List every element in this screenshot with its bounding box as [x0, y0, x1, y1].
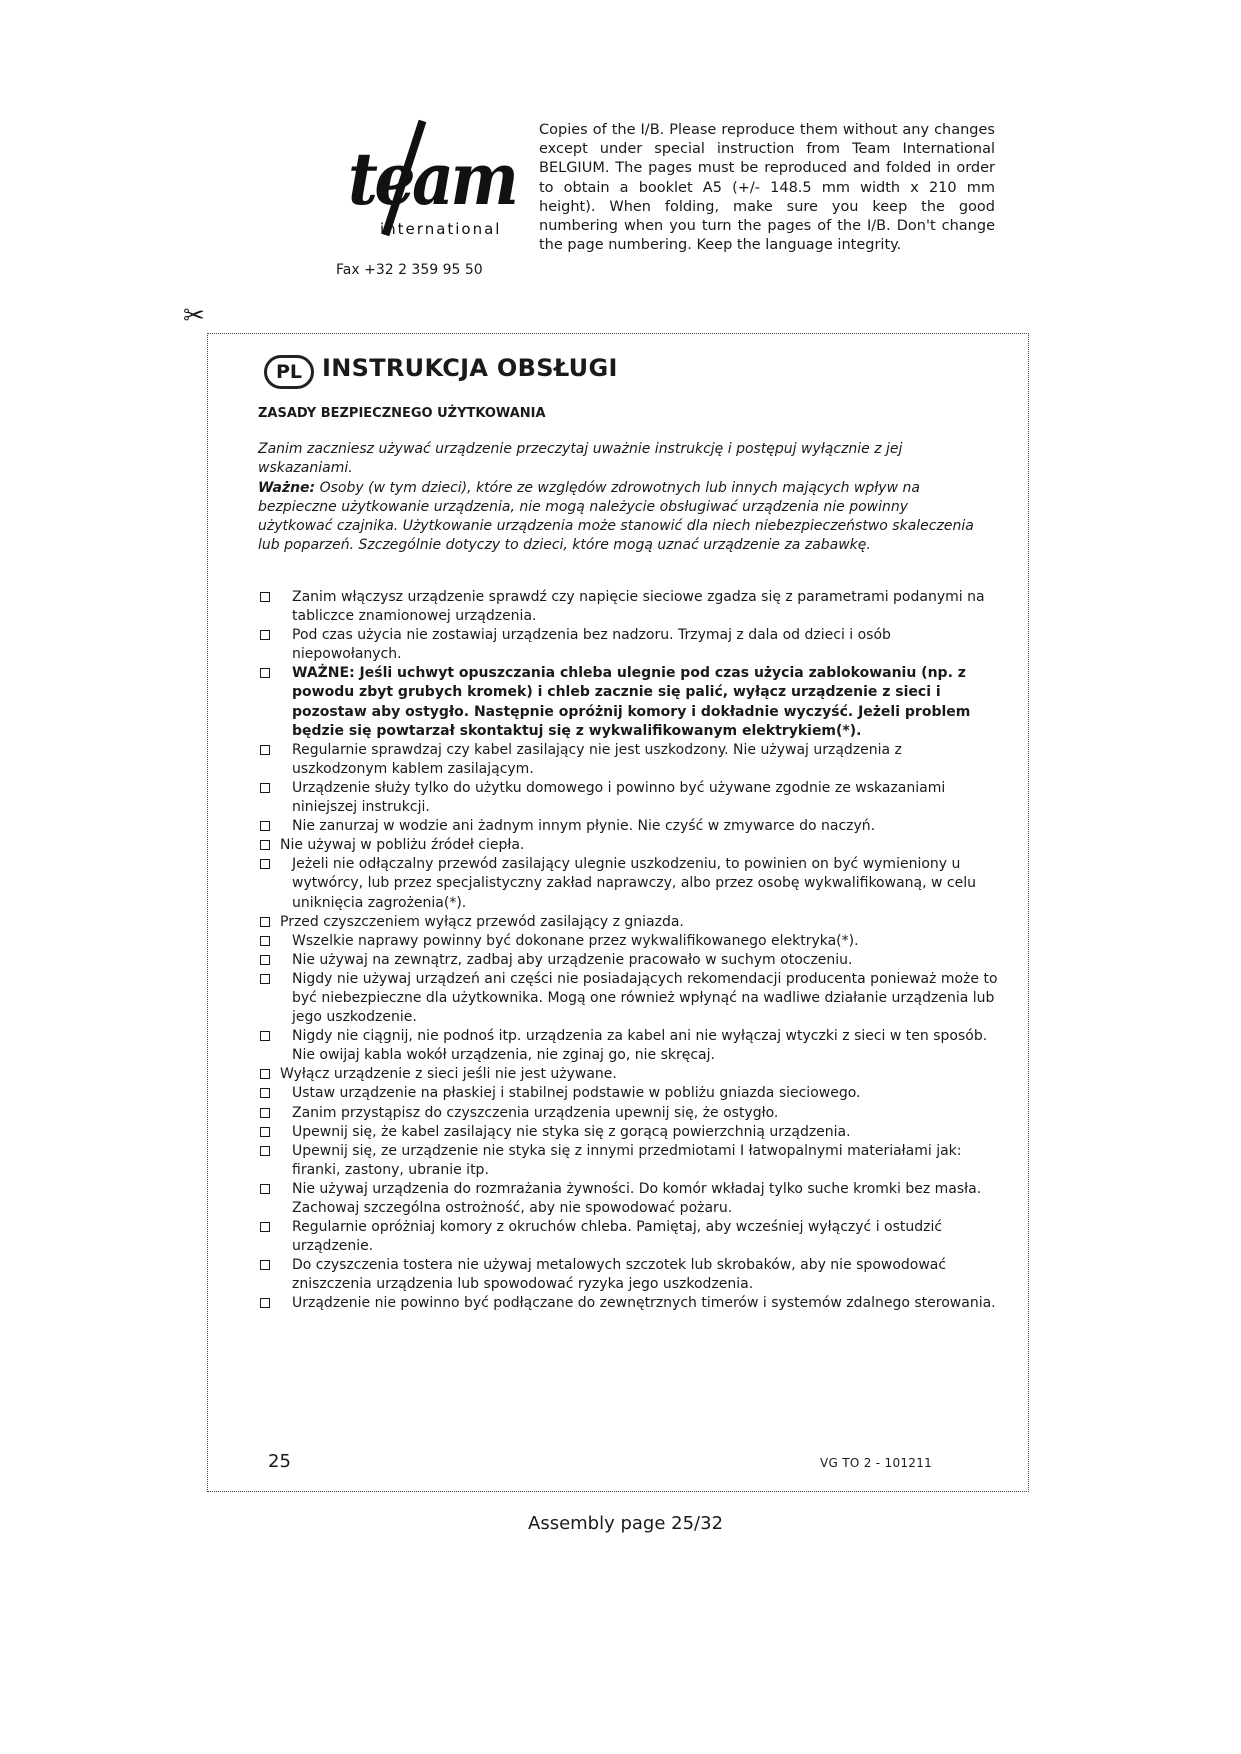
- checkbox-bullet-icon: [260, 859, 270, 869]
- list-item: Upewnij się, że kabel zasilający nie styka się z gorącą powierzchnią urządzenia.: [258, 1123, 998, 1142]
- intro-important-text: Osoby (w tym dzieci), które ze względów zdrowotnych lub innych mających wpływ na bezpieczne użytkowanie urządzenia, nie mogą należycie obsługiwać urządzenia nie powinny użytkować czajnika. Użytkowanie urządzenia może stanowić dla niech niebezpieczeństwo skaleczenia lub poparzeń. Szczególnie dotyczy to dzieci, które mogą uznać urządzenie za zabawkę.: [258, 479, 974, 554]
- list-item: Wyłącz urządzenie z sieci jeśli nie jest używane.: [258, 1065, 998, 1084]
- checkbox-bullet-icon: [260, 1108, 270, 1118]
- list-item: Wszelkie naprawy powinny być dokonane przez wykwalifikowanego elektryka(*).: [258, 932, 998, 951]
- intro-paragraph-2: [258, 479, 978, 556]
- list-item: Nie używaj w pobliżu źródeł ciepła.: [258, 836, 998, 855]
- list-item-important: WAŻNE: Jeśli uchwyt opuszczania chleba ulegnie pod czas użycia zablokowaniu (np. z powodu zbyt grubych kromek) i chleb zacznie się palić, wyłącz urządzenie z sieci i pozostaw aby ostygło. Następnie opróżnij komory i dokładnie wyczyść. Jeżeli problem będzie się powtarzał skontaktuj się z wykwalifikowanym elektrykiem(*).: [258, 664, 998, 740]
- language-badge: PL: [264, 355, 314, 389]
- list-item: Regularnie sprawdzaj czy kabel zasilający nie jest uszkodzony. Nie używaj urządzenia z uszkodzonym kablem zasilającym.: [258, 741, 998, 779]
- list-item: Urządzenie służy tylko do użytku domowego i powinno być używane zgodnie ze wskazaniami niniejszej instrukcji.: [258, 779, 998, 817]
- copies-note: Copies of the I/B. Please reproduce them without any changes except under special instruction from Team International BELGIUM. The pages must be reproduced and folded in order to obtain a booklet A5 (+/- 148.5 mm width x 210 mm height). When folding, make sure you keep the good numbering when you turn the pages of the I/B. Don't change the page numbering. Keep the language integrity.: [539, 122, 995, 254]
- list-item: Nie używaj na zewnątrz, zadbaj aby urządzenie pracowało w suchym otoczeniu.: [258, 951, 998, 970]
- checkbox-bullet-icon: [260, 821, 270, 831]
- checkbox-bullet-icon: [260, 840, 270, 850]
- logo-wordmark: team: [348, 136, 516, 221]
- checkbox-bullet-icon: [260, 917, 270, 927]
- checkbox-bullet-icon: [260, 668, 270, 678]
- intro-text: [258, 440, 978, 556]
- checkbox-bullet-icon: [260, 1222, 270, 1232]
- intro-paragraph-1: Zanim zaczniesz używać urządzenie przeczytaj uważnie instrukcję i postępuj wyłącznie z jej wskazaniami.: [258, 441, 903, 477]
- list-item: Nie używaj urządzenia do rozmrażania żywności. Do komór wkładaj tylko suche kromki bez masła. Zachowaj szczególna ostrożność, aby nie spowodować pożaru.: [258, 1180, 998, 1218]
- page-title: INSTRUKCJA OBSŁUGI: [322, 354, 618, 382]
- scissors-icon: ✂: [183, 301, 205, 331]
- assembly-page-label: Assembly page 25/32: [528, 1513, 724, 1534]
- checkbox-bullet-icon: [260, 955, 270, 965]
- checkbox-bullet-icon: [260, 1146, 270, 1156]
- list-item: Nigdy nie używaj urządzeń ani części nie posiadających rekomendacji producenta ponieważ może to być niebezpieczne dla użytkownika. Mogą one również wpłynąć na wadliwe działanie urządzenia lub jego uszkodzenie.: [258, 970, 998, 1027]
- page-number: 25: [268, 1451, 291, 1472]
- list-item: Urządzenie nie powinno być podłączane do zewnętrznych timerów i systemów zdalnego sterowania.: [258, 1294, 998, 1313]
- list-item: Regularnie opróżniaj komory z okruchów chleba. Pamiętaj, aby wcześniej wyłączyć i ostudzić urządzenie.: [258, 1218, 998, 1256]
- logo-subtext: international: [380, 220, 502, 238]
- fax-number: Fax +32 2 359 95 50: [336, 262, 483, 278]
- checkbox-bullet-icon: [260, 936, 270, 946]
- list-item: Nie zanurzaj w wodzie ani żadnym innym płynie. Nie czyść w zmywarce do naczyń.: [258, 817, 998, 836]
- intro-important-label: Ważne:: [258, 479, 316, 496]
- checkbox-bullet-icon: [260, 1298, 270, 1308]
- checkbox-bullet-icon: [260, 1184, 270, 1194]
- checkbox-bullet-icon: [260, 1260, 270, 1270]
- section-subheading: ZASADY BEZPIECZNEGO UŻYTKOWANIA: [258, 406, 546, 421]
- checkbox-bullet-icon: [260, 630, 270, 640]
- checkbox-bullet-icon: [260, 1069, 270, 1079]
- list-item: Zanim przystąpisz do czyszczenia urządzenia upewnij się, że ostygło.: [258, 1104, 998, 1123]
- list-item: Nigdy nie ciągnij, nie podnoś itp. urządzenia za kabel ani nie wyłączaj wtyczki z sieci w ten sposób. Nie owijaj kabla wokół urządzenia, nie zginaj go, nie skręcaj.: [258, 1027, 998, 1065]
- list-item: Pod czas użycia nie zostawiaj urządzenia bez nadzoru. Trzymaj z dala od dzieci i osób niepowołanych.: [258, 626, 998, 664]
- checkbox-bullet-icon: [260, 745, 270, 755]
- list-item: Jeżeli nie odłączalny przewód zasilający ulegnie uszkodzeniu, to powinien on być wymieniony u wytwórcy, lub przez specjalistyczny zakład naprawczy, albo przez osobę wykwalifikowaną, w celu uniknięcia zagrożenia(*).: [258, 855, 998, 912]
- list-item: Przed czyszczeniem wyłącz przewód zasilający z gniazda.: [258, 913, 998, 932]
- list-item: Upewnij się, ze urządzenie nie styka się z innymi przedmiotami I łatwopalnymi materiałami jak: firanki, zastony, ubranie itp.: [258, 1142, 998, 1180]
- safety-list: [258, 588, 998, 1314]
- team-international-logo: [340, 118, 516, 243]
- checkbox-bullet-icon: [260, 592, 270, 602]
- checkbox-bullet-icon: [260, 1127, 270, 1137]
- checkbox-bullet-icon: [260, 974, 270, 984]
- model-code: VG TO 2 - 101211: [820, 1456, 933, 1470]
- checkbox-bullet-icon: [260, 1031, 270, 1041]
- list-item: Zanim włączysz urządzenie sprawdź czy napięcie sieciowe zgadza się z parametrami podanymi na tabliczce znamionowej urządzenia.: [258, 588, 998, 626]
- checkbox-bullet-icon: [260, 1088, 270, 1098]
- list-item: Ustaw urządzenie na płaskiej i stabilnej podstawie w pobliżu gniazda sieciowego.: [258, 1084, 998, 1103]
- checkbox-bullet-icon: [260, 783, 270, 793]
- list-item: Do czyszczenia tostera nie używaj metalowych szczotek lub skrobaków, aby nie spowodować zniszczenia urządzenia lub spowodować ryzyka jego uszkodzenia.: [258, 1256, 998, 1294]
